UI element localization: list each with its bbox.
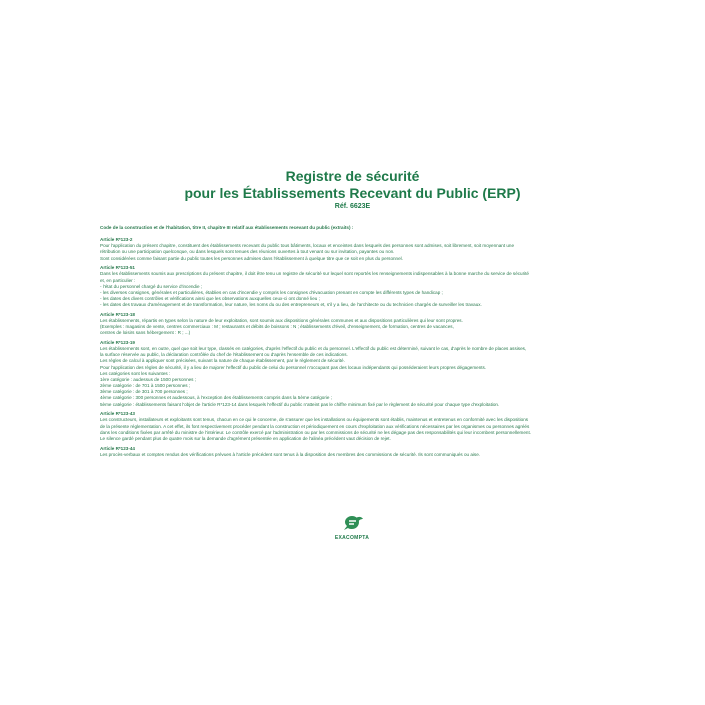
article-line: - l'état du personnel chargé du service d'incendie ;	[100, 283, 203, 289]
logo-text: EXACOMPTA	[334, 535, 370, 541]
document-title: Registre de sécurité	[285, 168, 420, 184]
article-line: rétribution ou une participation quelconque, ou dans lesquels sont tenues des réunions ouvertes à tout venant ou sur invitation, payantes ou non.	[100, 249, 395, 255]
document-body	[100, 225, 612, 461]
article-line: la surface réservée au public, la déclaration contrôlée du chef de l'établissement ou d'après l'ensemble de ces indications.	[100, 352, 348, 358]
article-line: Les établissements sont, en outre, quel que soit leur type, classés en catégories, d'après l'effectif du public et du personnel. L'effectif du public est déterminé, suivant le cas, d'après le nombre de places assises,	[100, 346, 527, 352]
article-title: Article R*123-18	[100, 311, 135, 317]
article-line: de la présente réglementation. A cet effet, ils font respectivement procéder pendant la construction et périodiquement en cours d'exploitation aux vérifications nécessaires par les organismes ou personnes agréés	[100, 423, 530, 429]
article	[100, 411, 612, 442]
article-line: 2ème catégorie : de 701 à 1500 personnes ;	[100, 383, 191, 389]
article-title: Article R*123-44	[100, 445, 135, 451]
article-line: Les règles de calcul à appliquer sont précisées, suivant la nature de chaque établissement, par le règlement de sécurité.	[100, 358, 345, 364]
article	[100, 312, 612, 337]
article-title: Article R*123-51	[100, 265, 135, 271]
article-line: 3ème catégorie : de 301 à 700 personnes ;	[100, 389, 188, 395]
intro-text: Code de la construction et de l'habitation, titre II, chapitre III relatif aux établissements recevant du public (extraits) :	[100, 225, 354, 230]
article-line: centres de loisirs sans hébergement : R ; ...)	[100, 330, 191, 336]
article-line: et, en particulier :	[100, 277, 136, 283]
article-line: dans les conditions fixées par arrêté du ministre de l'intérieur. Le contrôle exercé par l'administration ou par les commissions de sécurité ne les dégage pas des responsabilités qui leur incombent personnellement.	[100, 429, 531, 435]
article-line: (Exemples : magasins de vente, centres commerciaux : M ; restaurants et débits de boissons : N ; établissements d'éveil, d'enseignement, de formation, centres de vacances,	[100, 324, 454, 330]
article	[100, 265, 612, 308]
article-title: Article R*123-43	[100, 411, 135, 417]
article-line: 4ème catégorie : 300 personnes et audessous, à l'exception des établissements compris dans la 5ème catégorie ;	[100, 395, 332, 401]
article-line: Dans les établissements soumis aux prescriptions du présent chapitre, il doit être tenu un registre de sécurité sur lequel sont reportés les renseignements indispensables à la bonne marche du service de sécurité	[100, 271, 529, 277]
article-line: 1ère catégorie : audessus de 1500 personnes ;	[100, 376, 197, 382]
article-title: Article R*123-2	[100, 237, 133, 243]
article-line: Les établissements, répartis en types selon la nature de leur exploitation, sont soumis aux dispositions générales communes et aux dispositions particulières qui leur sont propres.	[100, 318, 463, 324]
article-line: Le silence gardé pendant plus de quatre mois sur la demande d'agrément présentée en application de l'alinéa précédent vaut décision de rejet.	[100, 435, 391, 441]
article	[100, 446, 612, 458]
document-subtitle: pour les Établissements Recevant du Public (ERP)	[184, 185, 521, 201]
article	[100, 237, 612, 262]
article	[100, 340, 612, 408]
article-line: Les procès-verbaux et comptes rendus des vérifications prévues à l'article précédent sont tenus à la disposition des membres des commissions de sécurité. Ils sont communiqués ou aise.	[100, 451, 481, 457]
article-line: Sont considérées comme faisant partie du public toutes les personnes admises dans l'établissement à quelque titre que ce soit en plus du personnel.	[100, 255, 403, 261]
exacompta-logo-icon	[339, 514, 365, 534]
article-title: Article R*123-19	[100, 340, 135, 345]
article-line: - les dates des divers contrôles et vérifications ainsi que les observations auxquelles ceux-ci ont donné lieu ;	[100, 296, 320, 302]
article-line: - les dates des travaux d'aménagement et de transformation, leur nature, les noms du ou des entrepreneurs et, s'il y a lieu, de l'architecte ou du technicien chargés de surveiller les travaux.	[100, 302, 482, 308]
article-line: Pour l'application du présent chapitre, constituent des établissements recevant du public tous bâtiments, locaux et enceintes dans lesquels des personnes sont admises, soit librement, soit moyennant une	[100, 243, 515, 249]
document-reference: Réf. 6623E	[334, 203, 371, 210]
article-line: Les catégories sont les suivantes :	[100, 370, 171, 376]
exacompta-logo	[329, 514, 375, 541]
article-line: - les diverses consignes, générales et particulières, établies en cas d'incendie y compris les consignes d'évacuation prenant en compte les différents types de handicap ;	[100, 289, 443, 295]
article-line: Pour l'application des règles de sécurité, il y a lieu de majorer l'effectif du public de celui du personnel n'occupant pas des locaux indépendants qui posséderaient leurs propres dégagements.	[100, 364, 487, 370]
title-block	[0, 168, 705, 212]
article-line: 5ème catégorie : établissements faisant l'objet de l'article R*123-14 dans lesquels l'effectif du public n'atteint pas le chiffre minimum fixé par le règlement de sécurité pour chaque type d'exploitation.	[100, 401, 500, 407]
articles-list	[100, 237, 612, 458]
article-line: Les constructeurs, installateurs et exploitants sont tenus, chacun en ce qui le concerne, de s'assurer que les installations ou équipements sont établis, maintenus et entretenus en conformité avec les dispositions	[100, 417, 529, 423]
